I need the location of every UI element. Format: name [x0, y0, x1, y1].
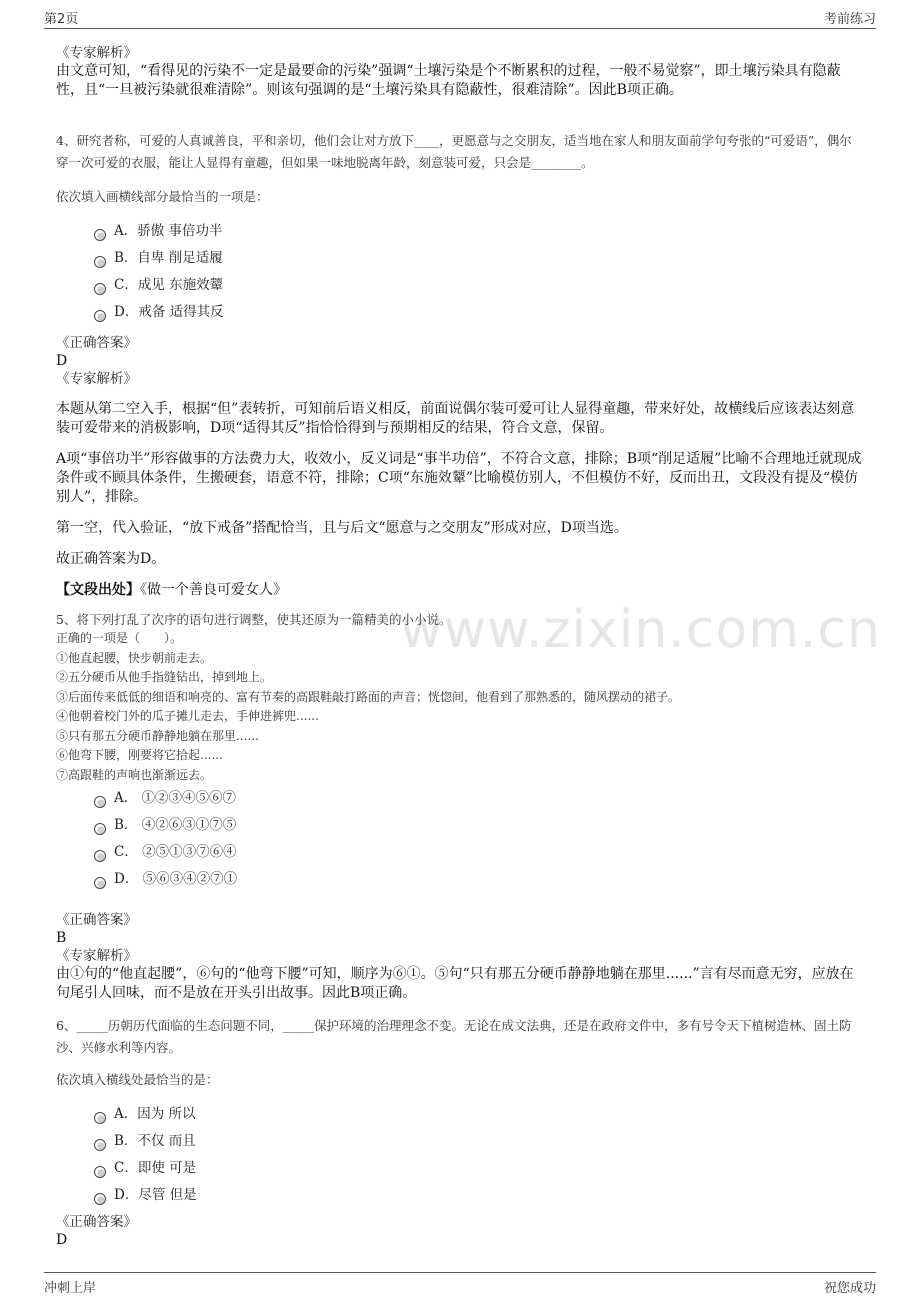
- option-c[interactable]: C．即使 可是: [94, 1155, 864, 1182]
- q4-answer: D: [56, 353, 68, 369]
- q6-instruction: 依次填入横线处最恰当的是：: [56, 1072, 219, 1087]
- option-b[interactable]: B．不仅 而且: [94, 1128, 864, 1155]
- q5-sentence-3: ③后面传来低低的细语和响亮的、富有节奏的高跟鞋敲打路面的声音；恍惚间，他看到了那熟悉的，随风摆动的裙子。: [56, 689, 681, 704]
- q4-options: [94, 218, 864, 326]
- option-a[interactable]: A． ①②③④⑤⑥⑦: [94, 785, 864, 812]
- option-a[interactable]: A．骄傲 事倍功半: [94, 218, 864, 245]
- radio-icon[interactable]: [94, 823, 106, 835]
- q4-analysis-2: A项“事倍功半”形容做事的方法费力大，收效小，反义词是“事半功倍”，不符合文意，排除；B项“削足适履”比喻不合理地迁就现成条件或不顾具体条件，生搬硬套，语意不符，排除；C项“东施效颦”比喻模仿别人，不但模仿不好，反而出丑，文段没有提及“模仿别人”，排除。: [56, 451, 862, 505]
- q4-analysis-3: 第一空，代入验证，“放下戒备”搭配恰当，且与后文“愿意与之交朋友”形成对应，D项当选。: [56, 520, 628, 536]
- q4-analysis-4: 故正确答案为D。: [56, 551, 166, 567]
- footer-left-text: 冲刺上岸: [44, 1281, 97, 1296]
- option-b[interactable]: B．自卑 削足适履: [94, 245, 864, 272]
- option-d[interactable]: D．戒备 适得其反: [94, 299, 864, 326]
- q5-analysis: 由①句的“他直起腰”，⑥句的“他弯下腰”可知，顺序为⑥①。⑤句“只有那五分硬币静静地躺在那里......”言有尽而意无穷，应放在句尾引人回味，而不是放在开头引出故事。因此B项正确。: [56, 966, 854, 1001]
- radio-icon[interactable]: [94, 310, 106, 322]
- q5-answer: B: [56, 930, 67, 946]
- q5-options: [94, 785, 864, 893]
- q5-sentence-4: ④他朝着校门外的瓜子摊儿走去，手伸进裤兜......: [56, 709, 319, 723]
- q6-answer: D: [56, 1232, 68, 1248]
- option-d[interactable]: D．尽管 但是: [94, 1182, 864, 1209]
- answer-label: 《正确答案》: [56, 335, 137, 351]
- page-footer: [44, 1272, 876, 1299]
- watermark: www.zixin.com.cn: [400, 600, 881, 660]
- analysis-label: 《专家解析》: [56, 948, 137, 964]
- radio-icon[interactable]: [94, 796, 106, 808]
- q5-sentence-1: ①他直起腰，快步朝前走去。: [56, 650, 213, 665]
- option-d[interactable]: D． ⑤⑥③④②⑦①: [94, 866, 864, 893]
- radio-icon[interactable]: [94, 877, 106, 889]
- radio-icon[interactable]: [94, 256, 106, 268]
- q5-sentence-7: ⑦高跟鞋的声响也渐渐远去。: [56, 767, 213, 782]
- q5-sentence-2: ②五分硬币从他手指缝钻出，掉到地上。: [56, 670, 273, 684]
- option-c[interactable]: C． ②⑤①③⑦⑥④: [94, 839, 864, 866]
- radio-icon[interactable]: [94, 1139, 106, 1151]
- q6-options: [94, 1101, 864, 1209]
- radio-icon[interactable]: [94, 850, 106, 862]
- q4-question: 4、研究者称，可爱的人真诚善良，平和亲切，他们会让对方放下____，更愿意与之交朋友，适当地在家人和朋友面前学句夸张的“可爱语”，偶尔穿一次可爱的衣服，能让人显得有童趣，但如果一味地脱离年龄，刻意装可爱，只会是________。: [56, 133, 852, 170]
- option-a[interactable]: A．因为 所以: [94, 1101, 864, 1128]
- radio-icon[interactable]: [94, 1112, 106, 1124]
- q4-instruction: 依次填入画横线部分最恰当的一项是：: [56, 189, 269, 204]
- radio-icon[interactable]: [94, 229, 106, 241]
- radio-icon[interactable]: [94, 1166, 106, 1178]
- analysis-label: 《专家解析》: [56, 371, 137, 387]
- q5-sentence-5: ⑤只有那五分硬币静静地躺在那里......: [56, 728, 259, 743]
- q5-sentence-6: ⑥他弯下腰，刚要将它拾起......: [56, 748, 223, 762]
- radio-icon[interactable]: [94, 1193, 106, 1205]
- option-b[interactable]: B． ④②⑥③①⑦⑤: [94, 812, 864, 839]
- answer-label: 《正确答案》: [56, 912, 137, 928]
- q4-source: 【文段出处】《做一个善良可爱女人》: [56, 582, 287, 598]
- option-c[interactable]: C．成见 东施效颦: [94, 272, 864, 299]
- analysis-label: 《专家解析》: [56, 45, 137, 61]
- header-title: 考前练习: [823, 12, 876, 27]
- footer-right-text: 祝您成功: [823, 1281, 876, 1296]
- page-header: [44, 8, 876, 29]
- q6-question: 6、_____历朝历代面临的生态问题不同，_____保护环境的治理理念不变。无论在成文法典，还是在政府文件中，多有号令天下植树造林、固土防沙、兴修水利等内容。: [56, 1018, 852, 1055]
- q3-analysis: 由文意可知，“看得见的污染不一定是最要命的污染”强调“土壤污染是个不断累积的过程，一般不易觉察”，即土壤污染具有隐蔽性，且“一旦被污染就很难清除”。则该句强调的是“土壤污染具有隐蔽性，很难清除”。因此B项正确。: [56, 63, 841, 98]
- radio-icon[interactable]: [94, 283, 106, 295]
- document-body: [56, 44, 864, 1249]
- q5-prompt: 正确的一项是（ ）。: [56, 631, 183, 645]
- q5-question: 5、将下列打乱了次序的语句进行调整，使其还原为一篇精美的小小说。: [56, 612, 452, 627]
- page-number: 第2页: [44, 12, 79, 27]
- answer-label: 《正确答案》: [56, 1214, 137, 1230]
- q4-analysis-1: 本题从第二空入手，根据“但”表转折，可知前后语义相反，前面说偶尔装可爱可让人显得童趣，带来好处，故横线后应该表达刻意装可爱带来的消极影响，D项“适得其反”指恰恰得到与预期相反的结果，符合文意，保留。: [56, 401, 855, 436]
